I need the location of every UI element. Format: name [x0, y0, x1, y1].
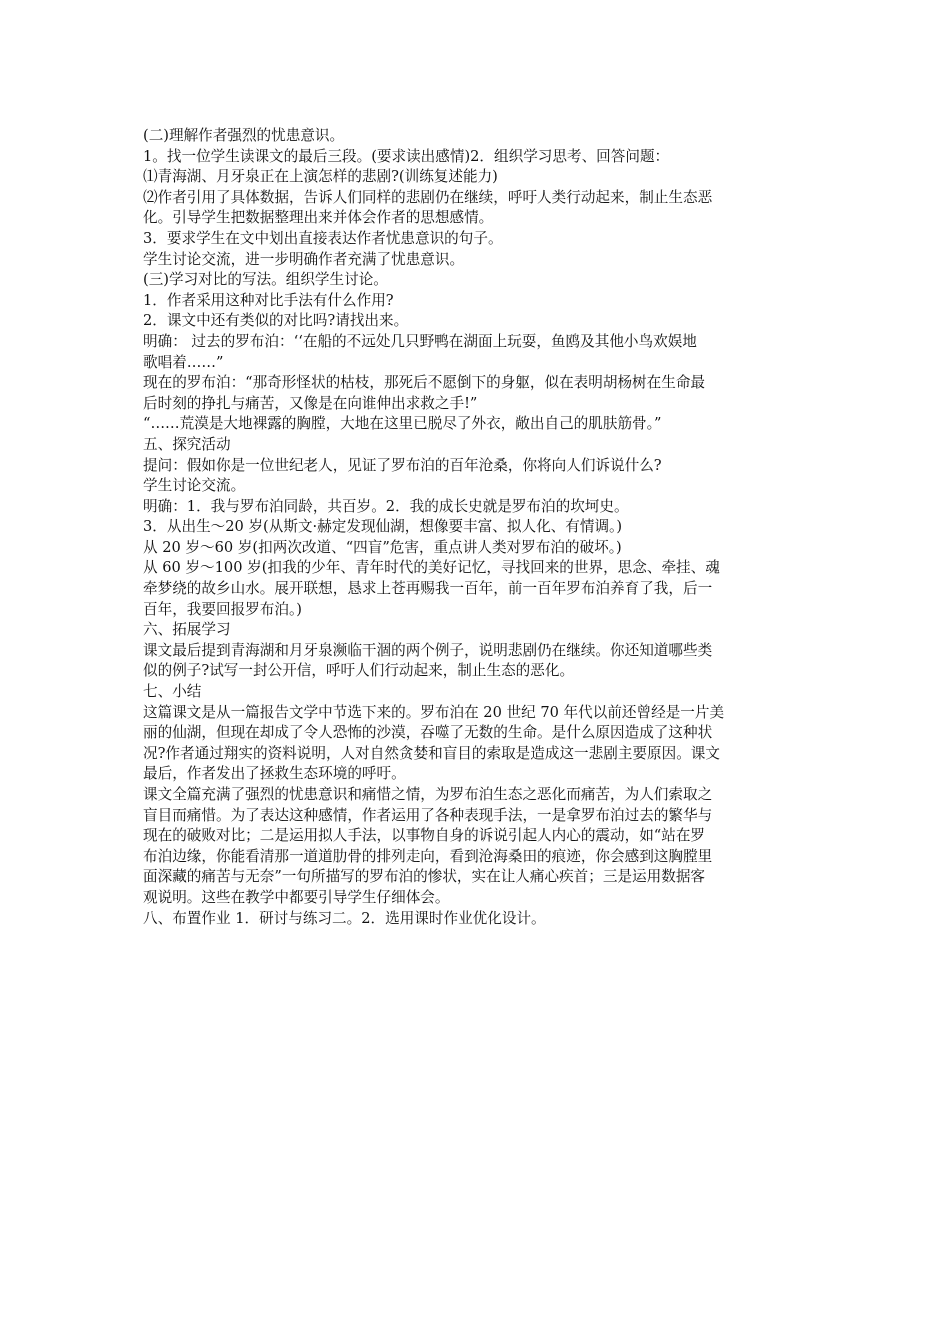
text-line: ⑴青海湖、月牙泉正在上演怎样的悲剧?(训练复述能力): [143, 168, 498, 186]
section-heading: (三)学习对比的写法。组织学生讨论。: [143, 271, 388, 289]
text-line: 1。找一位学生读课文的最后三段。(要求读出感情)2．组织学习思考、回答问题：: [143, 147, 670, 165]
text-line: 布泊边缘，你能看清那一道道肋骨的排列走向，看到沧海桑田的痕迹，你会感到这胸膛里: [143, 847, 713, 865]
text-line: 明确： 过去的罗布泊：‘‘在船的不远处几只野鸭在湖面上玩耍，鱼鸥及其他小鸟欢娱地: [143, 332, 697, 350]
text-line: 歌唱着……”: [143, 353, 224, 371]
text-line: 丽的仙湖，但现在却成了令人恐怖的沙漠，吞噬了无数的生命。是什么原因造成了这种状: [143, 724, 713, 742]
text-line: 观说明。这些在教学中都要引导学生仔细体会。: [143, 888, 450, 906]
text-line: 3．从出生～20 岁(从斯文·赫定发现仙湖，想像要丰富、拟人化、有情调。): [143, 518, 623, 536]
text-line: “……荒漠是大地裸露的胸膛，大地在这里已脱尽了外衣，敞出自己的肌肤筋骨。”: [143, 415, 662, 433]
text-line: 现在的罗布泊：“那奇形怪状的枯枝，那死后不愿倒下的身躯，似在表明胡杨树在生命最: [143, 374, 706, 392]
text-line: 课文最后提到青海湖和月牙泉濒临干涸的两个例子，说明悲剧仍在继续。你还知道哪些类: [143, 641, 713, 659]
text-line: 2．课文中还有类似的对比吗?请找出来。: [143, 312, 409, 330]
text-line: 学生讨论交流。: [143, 477, 246, 495]
section-heading: 六、拓展学习: [143, 621, 231, 639]
text-line: 似的例子?试写一封公开信，呼吁人们行动起来，制止生态的恶化。: [143, 662, 575, 680]
text-line: 从 20 岁～60 岁(扣两次改道、“四盲”危害，重点讲人类对罗布泊的破坏。): [143, 538, 622, 556]
text-line: 化。引导学生把数据整理出来并体会作者的思想感情。: [143, 209, 494, 227]
document-body: [143, 126, 811, 929]
text-line: 最后，作者发出了拯救生态环境的呼吁。: [143, 765, 406, 783]
text-line: 明确：1．我与罗布泊同龄，共百岁。2．我的成长史就是罗布泊的坎坷史。: [143, 497, 629, 515]
text-line: 1．作者采用这种对比手法有什么作用?: [143, 291, 394, 309]
section-heading: 五、探究活动: [143, 435, 231, 453]
section-heading: 七、小结: [143, 683, 202, 701]
text-line: 从 60 岁～100 岁(扣我的少年、青年时代的美好记忆，寻找回来的世界，思念、牵挂、魂: [143, 559, 720, 577]
text-line: 面深藏的痛苦与无奈”一句所描写的罗布泊的惨状，实在让人痛心疾首；三是运用数据客: [143, 868, 706, 886]
section-heading: 八、布置作业 1．研讨与练习二。2．选用课时作业优化设计。: [143, 909, 546, 927]
text-line: 百年，我要回报罗布泊。): [143, 600, 302, 618]
text-line: 盲目而痛惜。为了表达这种感情，作者运用了各种表现手法，一是拿罗布泊过去的繁华与: [143, 806, 713, 824]
text-line: 况?作者通过翔实的资料说明，人对自然贪婪和盲目的索取是造成这一悲剧主要原因。课文: [143, 744, 720, 762]
text-line: ⑵作者引用了具体数据，告诉人们同样的悲剧仍在继续，呼吁人类行动起来，制止生态恶: [143, 188, 713, 206]
text-line: 后时刻的挣扎与痛苦，又像是在向谁伸出求救之手!”: [143, 394, 478, 412]
text-line: 3．要求学生在文中划出直接表达作者忧患意识的句子。: [143, 229, 503, 247]
text-line: 提问：假如你是一位世纪老人，见证了罗布泊的百年沧桑，你将向人们诉说什么?: [143, 456, 662, 474]
text-line: (二)理解作者强烈的忧患意识。: [143, 127, 345, 144]
text-line: 现在的破败对比；二是运用拟人手法，以事物自身的诉说引起人内心的震动，如“站在罗: [143, 827, 706, 845]
text-line: 牵梦绕的故乡山水。展开联想，恳求上苍再赐我一百年，前一百年罗布泊养育了我，后一: [143, 580, 713, 598]
text-line: 课文全篇充满了强烈的忧患意识和痛惜之情，为罗布泊生态之恶化而痛苦，为人们索取之: [143, 786, 713, 803]
text-line: 这篇课文是从一篇报告文学中节选下来的。罗布泊在 20 世纪 70 年代以前还曾经是一片美: [143, 703, 725, 721]
text-line: 学生讨论交流，进一步明确作者充满了忧患意识。: [143, 250, 465, 268]
